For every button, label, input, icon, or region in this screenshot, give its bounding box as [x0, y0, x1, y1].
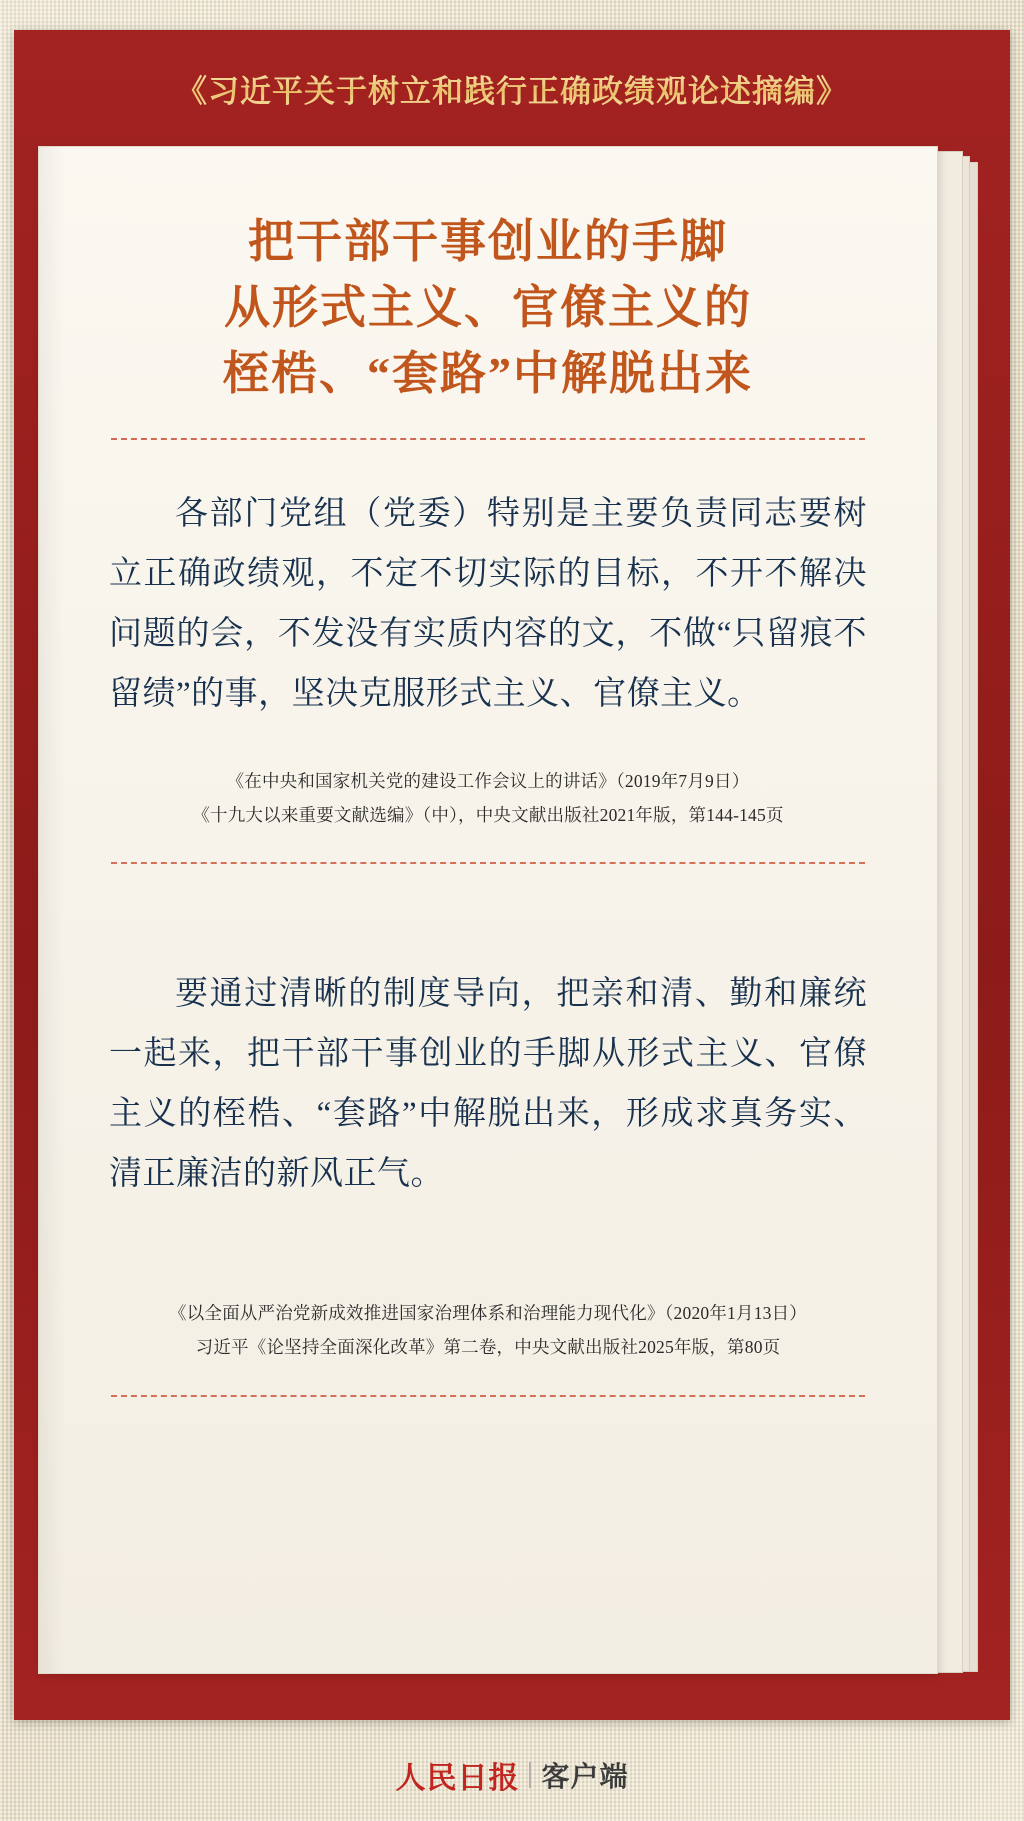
divider-middle — [111, 862, 865, 864]
spacer-before-source-2 — [103, 1204, 873, 1256]
headline-line-2: 从形式主义、官僚主义的 — [224, 282, 752, 334]
divider-top — [111, 438, 865, 440]
publisher-logo-text: 人民日报 — [395, 1762, 520, 1795]
quote-source-1 — [103, 764, 873, 832]
headline-line-3: 桎梏、“套路”中解脱出来 — [223, 348, 753, 400]
quote-source-2 — [103, 1296, 873, 1364]
quote-text-2: 要通过清晰的制度导向，把亲和清、勤和廉统一起来，把干部干事创业的手脚从形式主义、官僚主义的桎梏、“套路”中解脱出来，形成求真务实、清正廉洁的新风正气。 — [109, 976, 867, 1193]
spacer-after-divider-middle — [103, 864, 873, 908]
red-card-background — [14, 30, 1010, 1720]
paper-page — [38, 146, 938, 1674]
quote-text-1: 各部门党组（党委）特别是主要负责同志要树立正确政绩观，不定不切实际的目标，不开不解决问题的会，不发没有实质内容的文，不做“只留痕不留绩”的事，坚决克服形式主义、官僚主义。 — [109, 495, 867, 712]
quote-source-1-line-1: 《在中央和国家机关党的建设工作会议上的讲话》（2019年7月9日） — [226, 770, 750, 791]
logo-separator — [529, 1762, 531, 1788]
page-stack — [38, 146, 986, 1688]
header — [14, 30, 1010, 146]
quote-source-2-line-2: 习近平《论坚持全面深化改革》第二卷，中央文献出版社2025年版，第80页 — [195, 1337, 781, 1358]
page-title: 《习近平关于树立和践行正确政绩观论述摘编》 — [176, 66, 848, 111]
divider-bottom — [111, 1395, 865, 1397]
quote-source-1-line-2: 《十九大以来重要文献选编》（中），中央文献出版社2021年版，第144-145页 — [192, 805, 784, 826]
product-name-text: 客户端 — [541, 1762, 629, 1793]
headline — [103, 209, 873, 408]
quote-source-2-line-1: 《以全面从严治党新成效推进国家治理体系和治理能力现代化》（2020年1月13日） — [169, 1303, 807, 1324]
headline-line-1: 把干部干事创业的手脚 — [248, 216, 728, 267]
footer — [0, 1740, 1024, 1810]
